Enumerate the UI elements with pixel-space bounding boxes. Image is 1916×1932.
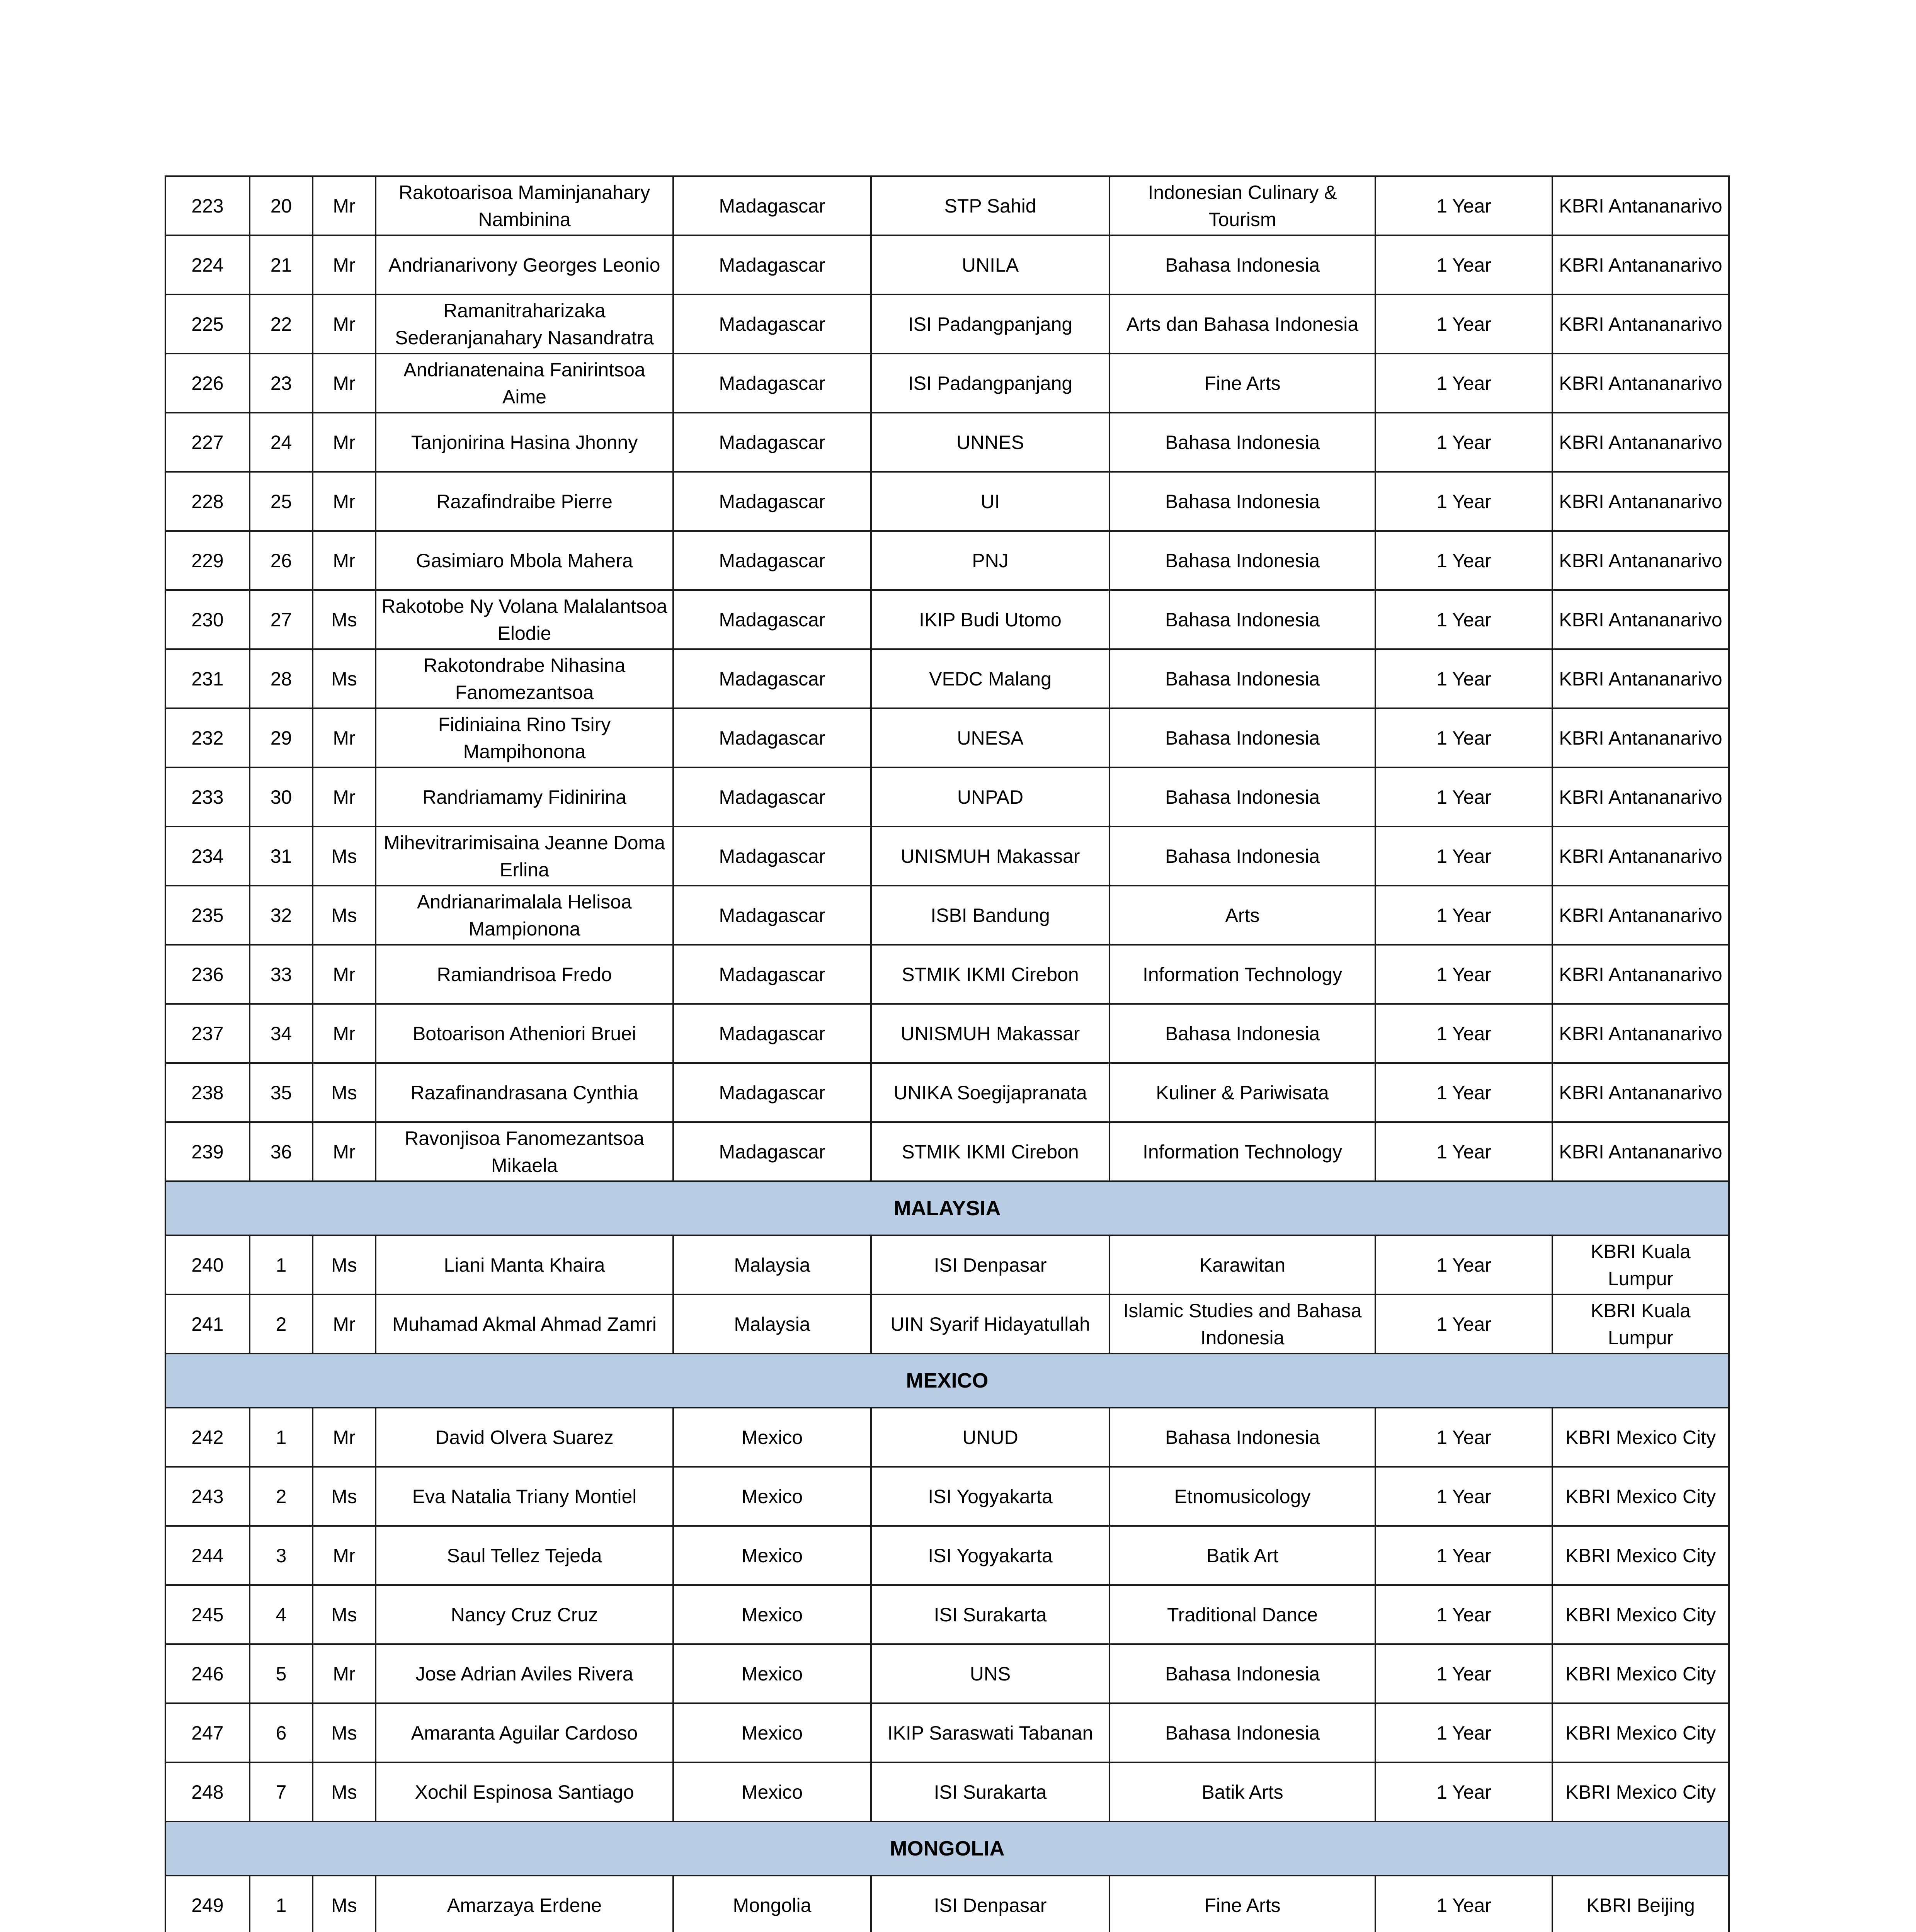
table-row: [165, 708, 1729, 767]
title-cell: Ms: [313, 1703, 376, 1762]
name-cell: Tanjonirina Hasina Jhonny: [376, 413, 673, 472]
embassy-cell: KBRI Antananarivo: [1552, 767, 1729, 827]
row-number-cell: 230: [165, 590, 250, 649]
country-cell: Malaysia: [673, 1235, 871, 1294]
country-cell: Madagascar: [673, 708, 871, 767]
table-row: [165, 1526, 1729, 1585]
program-cell: Bahasa Indonesia: [1109, 708, 1375, 767]
name-cell: Ramanitraharizaka Sederanjanahary Nasandratra: [376, 294, 673, 354]
program-cell: Bahasa Indonesia: [1109, 1004, 1375, 1063]
row-number-cell: 249: [165, 1876, 250, 1932]
table-row: [165, 1762, 1729, 1821]
country-index-cell: 23: [250, 354, 313, 413]
embassy-cell: KBRI Beijing: [1552, 1876, 1729, 1932]
table-row: [165, 531, 1729, 590]
program-cell: Bahasa Indonesia: [1109, 590, 1375, 649]
name-cell: Ravonjisoa Fanomezantsoa Mikaela: [376, 1122, 673, 1181]
program-cell: Fine Arts: [1109, 354, 1375, 413]
country-index-cell: 32: [250, 886, 313, 945]
institution-cell: UNISMUH Makassar: [871, 827, 1109, 886]
country-cell: Mexico: [673, 1467, 871, 1526]
table-row: [165, 1876, 1729, 1932]
title-cell: Mr: [313, 1526, 376, 1585]
program-cell: Karawitan: [1109, 1235, 1375, 1294]
embassy-cell: KBRI Antananarivo: [1552, 294, 1729, 354]
embassy-cell: KBRI Antananarivo: [1552, 708, 1729, 767]
institution-cell: UNNES: [871, 413, 1109, 472]
table-row: [165, 294, 1729, 354]
table-row: [165, 1467, 1729, 1526]
institution-cell: IKIP Saraswati Tabanan: [871, 1703, 1109, 1762]
row-number-cell: 244: [165, 1526, 250, 1585]
institution-cell: UNILA: [871, 235, 1109, 294]
name-cell: Randriamamy Fidinirina: [376, 767, 673, 827]
country-index-cell: 36: [250, 1122, 313, 1181]
name-cell: Rakotobe Ny Volana Malalantsoa Elodie: [376, 590, 673, 649]
title-cell: Ms: [313, 649, 376, 708]
embassy-cell: KBRI Antananarivo: [1552, 590, 1729, 649]
embassy-cell: KBRI Antananarivo: [1552, 649, 1729, 708]
title-cell: Mr: [313, 1644, 376, 1703]
row-number-cell: 241: [165, 1294, 250, 1354]
row-number-cell: 240: [165, 1235, 250, 1294]
program-cell: Information Technology: [1109, 1122, 1375, 1181]
program-cell: Islamic Studies and Bahasa Indonesia: [1109, 1294, 1375, 1354]
table-row: [165, 827, 1729, 886]
title-cell: Mr: [313, 1004, 376, 1063]
title-cell: Ms: [313, 1762, 376, 1821]
table-body: [165, 176, 1729, 1932]
country-index-cell: 1: [250, 1235, 313, 1294]
institution-cell: STP Sahid: [871, 176, 1109, 235]
program-cell: Etnomusicology: [1109, 1467, 1375, 1526]
country-index-cell: 28: [250, 649, 313, 708]
country-cell: Mongolia: [673, 1876, 871, 1932]
duration-cell: 1 Year: [1375, 1408, 1552, 1467]
country-group-header: MONGOLIA: [165, 1821, 1729, 1876]
country-index-cell: 24: [250, 413, 313, 472]
institution-cell: UNISMUH Makassar: [871, 1004, 1109, 1063]
title-cell: Ms: [313, 886, 376, 945]
title-cell: Mr: [313, 945, 376, 1004]
embassy-cell: KBRI Antananarivo: [1552, 945, 1729, 1004]
program-cell: Batik Art: [1109, 1526, 1375, 1585]
country-index-cell: 1: [250, 1876, 313, 1932]
institution-cell: IKIP Budi Utomo: [871, 590, 1109, 649]
country-cell: Mexico: [673, 1408, 871, 1467]
title-cell: Mr: [313, 1294, 376, 1354]
name-cell: Muhamad Akmal Ahmad Zamri: [376, 1294, 673, 1354]
name-cell: Fidiniaina Rino Tsiry Mampihonona: [376, 708, 673, 767]
row-number-cell: 232: [165, 708, 250, 767]
country-cell: Mexico: [673, 1526, 871, 1585]
program-cell: Bahasa Indonesia: [1109, 235, 1375, 294]
country-index-cell: 5: [250, 1644, 313, 1703]
duration-cell: 1 Year: [1375, 827, 1552, 886]
country-index-cell: 4: [250, 1585, 313, 1644]
row-number-cell: 224: [165, 235, 250, 294]
program-cell: Bahasa Indonesia: [1109, 413, 1375, 472]
name-cell: Andrianarimalala Helisoa Mampionona: [376, 886, 673, 945]
program-cell: Kuliner & Pariwisata: [1109, 1063, 1375, 1122]
program-cell: Arts: [1109, 886, 1375, 945]
duration-cell: 1 Year: [1375, 886, 1552, 945]
country-index-cell: 26: [250, 531, 313, 590]
program-cell: Bahasa Indonesia: [1109, 767, 1375, 827]
row-number-cell: 229: [165, 531, 250, 590]
title-cell: Ms: [313, 1585, 376, 1644]
name-cell: Amarzaya Erdene: [376, 1876, 673, 1932]
row-number-cell: 227: [165, 413, 250, 472]
duration-cell: 1 Year: [1375, 294, 1552, 354]
row-number-cell: 243: [165, 1467, 250, 1526]
country-index-cell: 2: [250, 1467, 313, 1526]
duration-cell: 1 Year: [1375, 176, 1552, 235]
country-cell: Madagascar: [673, 1063, 871, 1122]
institution-cell: STMIK IKMI Cirebon: [871, 945, 1109, 1004]
country-index-cell: 35: [250, 1063, 313, 1122]
row-number-cell: 223: [165, 176, 250, 235]
country-group-row: [165, 1181, 1729, 1235]
embassy-cell: KBRI Mexico City: [1552, 1585, 1729, 1644]
country-cell: Madagascar: [673, 472, 871, 531]
name-cell: Jose Adrian Aviles Rivera: [376, 1644, 673, 1703]
row-number-cell: 235: [165, 886, 250, 945]
institution-cell: ISI Denpasar: [871, 1876, 1109, 1932]
country-index-cell: 6: [250, 1703, 313, 1762]
table-row: [165, 413, 1729, 472]
country-cell: Madagascar: [673, 590, 871, 649]
row-number-cell: 231: [165, 649, 250, 708]
row-number-cell: 238: [165, 1063, 250, 1122]
duration-cell: 1 Year: [1375, 1526, 1552, 1585]
institution-cell: UNS: [871, 1644, 1109, 1703]
name-cell: Amaranta Aguilar Cardoso: [376, 1703, 673, 1762]
title-cell: Mr: [313, 235, 376, 294]
institution-cell: UNUD: [871, 1408, 1109, 1467]
country-index-cell: 3: [250, 1526, 313, 1585]
duration-cell: 1 Year: [1375, 649, 1552, 708]
institution-cell: ISI Padangpanjang: [871, 294, 1109, 354]
name-cell: Mihevitrarimisaina Jeanne Doma Erlina: [376, 827, 673, 886]
embassy-cell: KBRI Antananarivo: [1552, 176, 1729, 235]
embassy-cell: KBRI Antananarivo: [1552, 235, 1729, 294]
duration-cell: 1 Year: [1375, 1876, 1552, 1932]
title-cell: Ms: [313, 827, 376, 886]
embassy-cell: KBRI Mexico City: [1552, 1408, 1729, 1467]
title-cell: Mr: [313, 708, 376, 767]
title-cell: Mr: [313, 472, 376, 531]
row-number-cell: 246: [165, 1644, 250, 1703]
embassy-cell: KBRI Antananarivo: [1552, 1004, 1729, 1063]
country-index-cell: 1: [250, 1408, 313, 1467]
institution-cell: ISI Padangpanjang: [871, 354, 1109, 413]
institution-cell: STMIK IKMI Cirebon: [871, 1122, 1109, 1181]
title-cell: Mr: [313, 1122, 376, 1181]
country-index-cell: 29: [250, 708, 313, 767]
title-cell: Ms: [313, 590, 376, 649]
embassy-cell: KBRI Mexico City: [1552, 1644, 1729, 1703]
country-cell: Madagascar: [673, 886, 871, 945]
table-row: [165, 235, 1729, 294]
name-cell: Botoarison Atheniori Bruei: [376, 1004, 673, 1063]
name-cell: David Olvera Suarez: [376, 1408, 673, 1467]
embassy-cell: KBRI Kuala Lumpur: [1552, 1235, 1729, 1294]
country-index-cell: 20: [250, 176, 313, 235]
title-cell: Mr: [313, 767, 376, 827]
embassy-cell: KBRI Mexico City: [1552, 1762, 1729, 1821]
institution-cell: UI: [871, 472, 1109, 531]
name-cell: Rakotoarisoa Maminjanahary Nambinina: [376, 176, 673, 235]
row-number-cell: 226: [165, 354, 250, 413]
table-row: [165, 1063, 1729, 1122]
table-row: [165, 1408, 1729, 1467]
table-row: [165, 1004, 1729, 1063]
name-cell: Ramiandrisoa Fredo: [376, 945, 673, 1004]
name-cell: Eva Natalia Triany Montiel: [376, 1467, 673, 1526]
country-index-cell: 27: [250, 590, 313, 649]
institution-cell: ISI Yogyakarta: [871, 1467, 1109, 1526]
country-index-cell: 2: [250, 1294, 313, 1354]
table-row: [165, 1122, 1729, 1181]
duration-cell: 1 Year: [1375, 472, 1552, 531]
row-number-cell: 233: [165, 767, 250, 827]
title-cell: Mr: [313, 294, 376, 354]
country-index-cell: 22: [250, 294, 313, 354]
country-cell: Mexico: [673, 1703, 871, 1762]
country-group-row: [165, 1821, 1729, 1876]
table-row: [165, 590, 1729, 649]
embassy-cell: KBRI Kuala Lumpur: [1552, 1294, 1729, 1354]
duration-cell: 1 Year: [1375, 1467, 1552, 1526]
name-cell: Saul Tellez Tejeda: [376, 1526, 673, 1585]
institution-cell: UNPAD: [871, 767, 1109, 827]
institution-cell: ISI Surakarta: [871, 1585, 1109, 1644]
program-cell: Bahasa Indonesia: [1109, 1644, 1375, 1703]
program-cell: Traditional Dance: [1109, 1585, 1375, 1644]
duration-cell: 1 Year: [1375, 235, 1552, 294]
duration-cell: 1 Year: [1375, 1644, 1552, 1703]
title-cell: Ms: [313, 1876, 376, 1932]
title-cell: Mr: [313, 413, 376, 472]
program-cell: Bahasa Indonesia: [1109, 827, 1375, 886]
institution-cell: ISI Surakarta: [871, 1762, 1109, 1821]
row-number-cell: 242: [165, 1408, 250, 1467]
program-cell: Bahasa Indonesia: [1109, 531, 1375, 590]
country-cell: Malaysia: [673, 1294, 871, 1354]
country-index-cell: 33: [250, 945, 313, 1004]
table-row: [165, 176, 1729, 235]
duration-cell: 1 Year: [1375, 1235, 1552, 1294]
institution-cell: ISBI Bandung: [871, 886, 1109, 945]
program-cell: Fine Arts: [1109, 1876, 1375, 1932]
embassy-cell: KBRI Antananarivo: [1552, 531, 1729, 590]
institution-cell: UNESA: [871, 708, 1109, 767]
title-cell: Ms: [313, 1467, 376, 1526]
embassy-cell: KBRI Mexico City: [1552, 1703, 1729, 1762]
table-row: [165, 1235, 1729, 1294]
name-cell: Andrianarivony Georges Leonio: [376, 235, 673, 294]
row-number-cell: 228: [165, 472, 250, 531]
institution-cell: ISI Denpasar: [871, 1235, 1109, 1294]
title-cell: Mr: [313, 176, 376, 235]
name-cell: Razafindraibe Pierre: [376, 472, 673, 531]
table-row: [165, 472, 1729, 531]
institution-cell: UIN Syarif Hidayatullah: [871, 1294, 1109, 1354]
table-row: [165, 1585, 1729, 1644]
country-cell: Mexico: [673, 1644, 871, 1703]
row-number-cell: 239: [165, 1122, 250, 1181]
duration-cell: 1 Year: [1375, 708, 1552, 767]
embassy-cell: KBRI Antananarivo: [1552, 886, 1729, 945]
program-cell: Bahasa Indonesia: [1109, 1703, 1375, 1762]
country-cell: Mexico: [673, 1585, 871, 1644]
country-cell: Madagascar: [673, 1122, 871, 1181]
duration-cell: 1 Year: [1375, 1004, 1552, 1063]
title-cell: Mr: [313, 531, 376, 590]
country-cell: Madagascar: [673, 767, 871, 827]
country-index-cell: 30: [250, 767, 313, 827]
name-cell: Xochil Espinosa Santiago: [376, 1762, 673, 1821]
name-cell: Liani Manta Khaira: [376, 1235, 673, 1294]
duration-cell: 1 Year: [1375, 945, 1552, 1004]
row-number-cell: 234: [165, 827, 250, 886]
name-cell: Rakotondrabe Nihasina Fanomezantsoa: [376, 649, 673, 708]
embassy-cell: KBRI Antananarivo: [1552, 827, 1729, 886]
row-number-cell: 225: [165, 294, 250, 354]
table-row: [165, 886, 1729, 945]
row-number-cell: 247: [165, 1703, 250, 1762]
table-row: [165, 1294, 1729, 1354]
program-cell: Bahasa Indonesia: [1109, 649, 1375, 708]
institution-cell: VEDC Malang: [871, 649, 1109, 708]
duration-cell: 1 Year: [1375, 1585, 1552, 1644]
country-cell: Madagascar: [673, 945, 871, 1004]
embassy-cell: KBRI Antananarivo: [1552, 413, 1729, 472]
country-index-cell: 25: [250, 472, 313, 531]
country-cell: Mexico: [673, 1762, 871, 1821]
embassy-cell: KBRI Antananarivo: [1552, 472, 1729, 531]
duration-cell: 1 Year: [1375, 1294, 1552, 1354]
name-cell: Nancy Cruz Cruz: [376, 1585, 673, 1644]
program-cell: Indonesian Culinary & Tourism: [1109, 176, 1375, 235]
duration-cell: 1 Year: [1375, 354, 1552, 413]
table-row: [165, 767, 1729, 827]
institution-cell: PNJ: [871, 531, 1109, 590]
row-number-cell: 236: [165, 945, 250, 1004]
duration-cell: 1 Year: [1375, 1703, 1552, 1762]
embassy-cell: KBRI Antananarivo: [1552, 354, 1729, 413]
duration-cell: 1 Year: [1375, 767, 1552, 827]
row-number-cell: 248: [165, 1762, 250, 1821]
country-cell: Madagascar: [673, 413, 871, 472]
name-cell: Andrianatenaina Fanirintsoa Aime: [376, 354, 673, 413]
country-cell: Madagascar: [673, 294, 871, 354]
title-cell: Mr: [313, 354, 376, 413]
table-row: [165, 945, 1729, 1004]
country-cell: Madagascar: [673, 176, 871, 235]
institution-cell: ISI Yogyakarta: [871, 1526, 1109, 1585]
country-index-cell: 31: [250, 827, 313, 886]
table-row: [165, 354, 1729, 413]
country-cell: Madagascar: [673, 649, 871, 708]
embassy-cell: KBRI Mexico City: [1552, 1526, 1729, 1585]
country-index-cell: 34: [250, 1004, 313, 1063]
duration-cell: 1 Year: [1375, 590, 1552, 649]
country-cell: Madagascar: [673, 354, 871, 413]
row-number-cell: 245: [165, 1585, 250, 1644]
table-row: [165, 1703, 1729, 1762]
title-cell: Mr: [313, 1408, 376, 1467]
title-cell: Ms: [313, 1063, 376, 1122]
country-index-cell: 21: [250, 235, 313, 294]
program-cell: Arts dan Bahasa Indonesia: [1109, 294, 1375, 354]
duration-cell: 1 Year: [1375, 1762, 1552, 1821]
program-cell: Information Technology: [1109, 945, 1375, 1004]
embassy-cell: KBRI Antananarivo: [1552, 1063, 1729, 1122]
name-cell: Gasimiaro Mbola Mahera: [376, 531, 673, 590]
country-cell: Madagascar: [673, 827, 871, 886]
institution-cell: UNIKA Soegijapranata: [871, 1063, 1109, 1122]
scholarship-recipient-table: [165, 175, 1730, 1932]
duration-cell: 1 Year: [1375, 1122, 1552, 1181]
program-cell: Bahasa Indonesia: [1109, 1408, 1375, 1467]
table-row: [165, 1644, 1729, 1703]
country-cell: Madagascar: [673, 531, 871, 590]
embassy-cell: KBRI Antananarivo: [1552, 1122, 1729, 1181]
title-cell: Ms: [313, 1235, 376, 1294]
country-group-row: [165, 1354, 1729, 1408]
duration-cell: 1 Year: [1375, 1063, 1552, 1122]
table-row: [165, 649, 1729, 708]
row-number-cell: 237: [165, 1004, 250, 1063]
country-cell: Madagascar: [673, 235, 871, 294]
embassy-cell: KBRI Mexico City: [1552, 1467, 1729, 1526]
country-group-header: MALAYSIA: [165, 1181, 1729, 1235]
country-group-header: MEXICO: [165, 1354, 1729, 1408]
country-index-cell: 7: [250, 1762, 313, 1821]
country-cell: Madagascar: [673, 1004, 871, 1063]
duration-cell: 1 Year: [1375, 531, 1552, 590]
program-cell: Bahasa Indonesia: [1109, 472, 1375, 531]
program-cell: Batik Arts: [1109, 1762, 1375, 1821]
duration-cell: 1 Year: [1375, 413, 1552, 472]
name-cell: Razafinandrasana Cynthia: [376, 1063, 673, 1122]
